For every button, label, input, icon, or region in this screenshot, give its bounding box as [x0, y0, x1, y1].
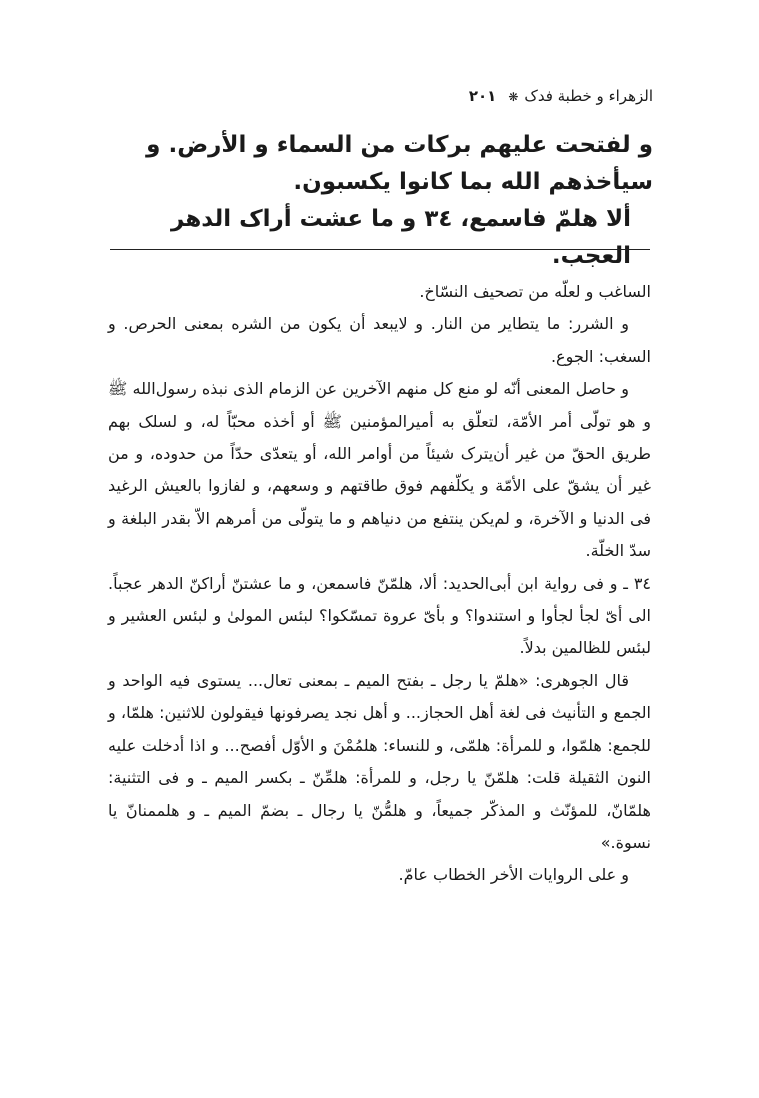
footnote-paragraph: و على الروايات الأخر الخطاب عامّ. [398, 865, 629, 885]
footnote-paragraph: قال الجوهرى: «هلمّ يا رجل ـ بفتح الميم ـ بمعنى تعال... يستوى فيه الواحد و الجمع و التأنيث فى لغة أهل الحجاز... و أهل نجد يصرفونها فيقولون للاثنين: هلمّا، و للجمع: هلمّوا، و للمرأة: هلمّى، و للنساء: هلمُمْنَ و الأوّل أفصح... و اذا أدخلت عليه النون الثقيلة قلت: هلمّنّ يا رجل، و للمرأة: هلمِّنّ ـ بكسر الميم ـ و فى التثنية: هلمّانّ، للمؤنّث و المذكّر جميعاً، و هلمُّنّ يا رجال ـ بضمّ الميم ـ و هلممنانّ يا نسوة.» [108, 670, 651, 852]
running-title: الزهراء و خطبة فدک [524, 87, 653, 105]
footnote-paragraph: و حاصل المعنى أنّه لو منع كل منهم الآخرين عن الزمام الذى نبذه رسول‌الله ﷺ و هو تولّى أمر الأمّة، لتعلّق به أميرالمؤمنين ﷺ أو أخذه محبّاً له، و لسلک بهم طريق الحقّ من غير أن‌يترک شيئاً من أوامر الله، أو يتعدّى حدّاً من حدوده، و من غير أن يشقّ على الأمّة و يكلّفهم فوق طاقتهم و وسعهم، و لفازوا بالعيش الرغيد فى الدنيا و الآخرة، و لم‌يكن ينتفع من دنياهم و ما يتولّى من أمرهم الاّ بقدر البلغة و سدّ الخلّة. [108, 379, 651, 561]
main-text-line: و لفتحت عليهم بركات من السماء و الأرض. و سيأخذهم الله بما كانوا يكسبون. [146, 132, 653, 195]
main-text-verse: ألا هلمّ فاسمع، ٣٤ و ما عشت أراک الدهر العجب. [171, 206, 631, 269]
footnote-paragraph: ٣٤ ـ و فى رواية ابن أبى‌الحديد: ألا، هلمّنّ فاسمعن، و ما عشتنّ أراكنّ الدهر عجباً. الى أىّ لجأ لجأوا و استندوا؟ و بأىّ عروة تمسّكوا؟ لبئس المولىٰ و لبئس العشير و لبئس للظالمين بدلاً. [108, 573, 651, 658]
footnote-paragraph: و الشرر: ما يتطاير من النار. و لايبعد أن يكون من الشره بمعنى الحرص. و السغب: الجوع. [108, 314, 651, 366]
footnote-paragraph: الساغب و لعلّه من تصحيف النسّاخ. [419, 282, 651, 301]
running-header [106, 84, 653, 109]
ornament-star-icon: ❋ [508, 90, 519, 104]
main-text [106, 127, 653, 275]
footnote-divider [110, 249, 650, 250]
footnotes [108, 276, 651, 892]
page-number: ٢٠١ [468, 87, 497, 105]
